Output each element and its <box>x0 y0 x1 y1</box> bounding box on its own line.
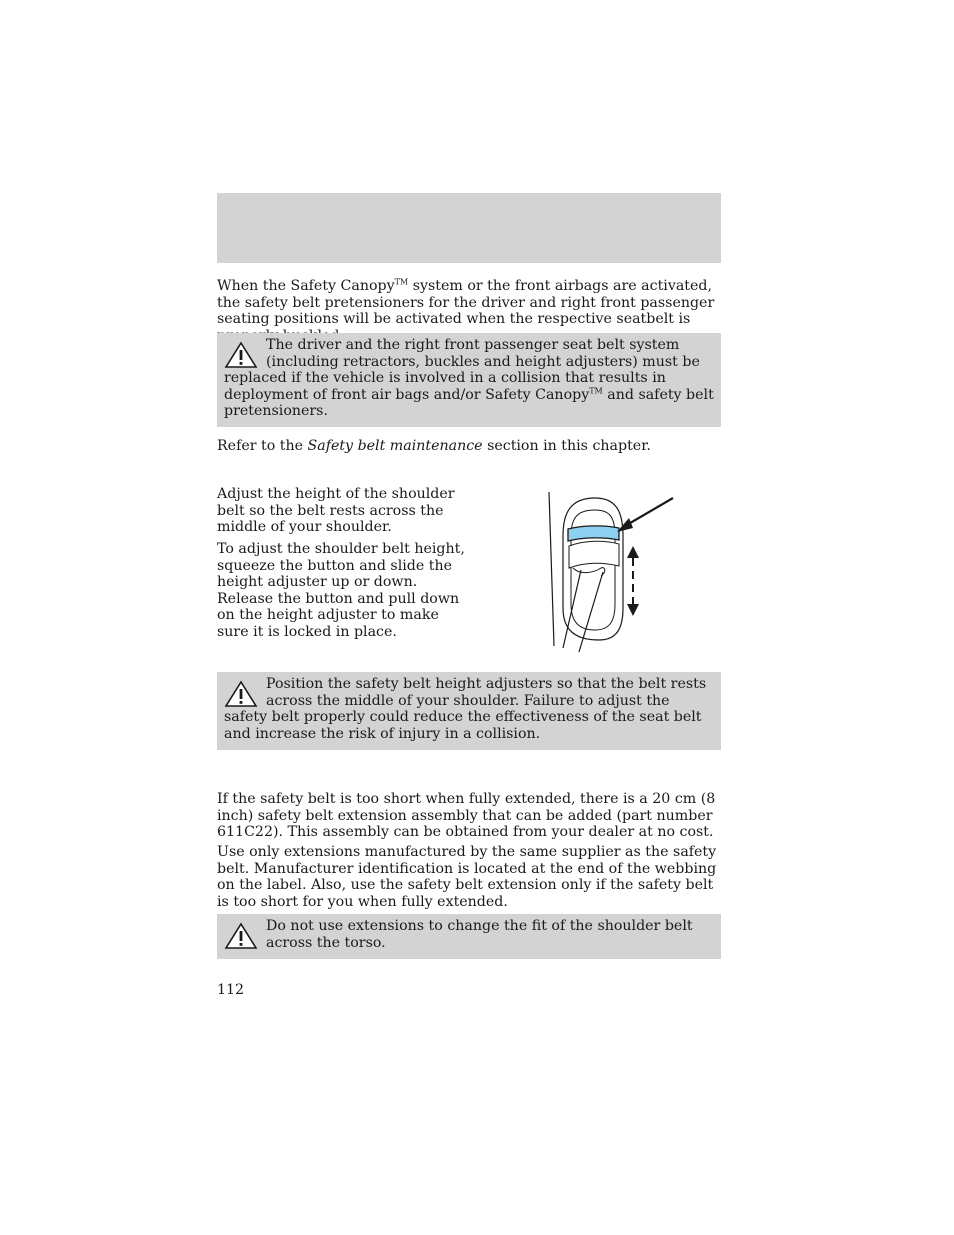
height-adjuster-illustration <box>545 488 680 656</box>
pointer-arrow <box>625 498 673 526</box>
page-number: 112 <box>217 982 245 998</box>
adjust-height-paragraph: Adjust the height of the shoulder belt so the belt rests across the middle of your shoulder. <box>217 486 455 535</box>
warning-triangle-icon <box>224 680 258 708</box>
trademark-mark: TM <box>589 385 603 395</box>
trademark-mark: TM <box>394 277 409 287</box>
warning-triangle-icon <box>224 341 258 369</box>
extension-usage-paragraph: Use only extensions manufactured by the same supplier as the safety belt. Manufacturer identification is located at the end of the webbing on the label. Also, use the safety belt extension only if the safety belt is too short for you when fully extended. <box>217 844 717 910</box>
warning-triangle-icon <box>224 922 258 950</box>
warning-box-replacement <box>217 333 721 427</box>
warning-text-extension: Do not use extensions to change the fit of the shoulder belt across the torso. <box>266 918 693 951</box>
extension-paragraph: If the safety belt is too short when fully extended, there is a 20 cm (8 inch) safety belt extension assembly that can be added (part number 611C22). This assembly can be obtained from your dealer at no cost. <box>217 791 716 840</box>
warning-text-replacement: The driver and the right front passenger seat belt system (including retractors, buckles and height adjusters) must be replaced if the vehicle is involved in a collision that results in deployment of front air bags and/or Safety Canopy™ and safety belt pretensioners. <box>224 337 714 419</box>
warning-text-adjust: Position the safety belt height adjusters so that the belt rests across the middle of your shoulder. Failure to adjust the safety belt properly could reduce the effectiveness of the seat belt and increase the risk of injury in a collision. <box>224 676 707 742</box>
warning-box-extension <box>217 914 721 959</box>
section-reference: Safety belt maintenance <box>307 438 483 454</box>
section-header-bar <box>217 193 721 263</box>
adjust-instructions-paragraph: To adjust the shoulder belt height, squeeze the button and slide the height adjuster up or down. Release the button and pull down on the height adjuster to make sure it is locked in place. <box>217 541 465 640</box>
refer-paragraph: Refer to the Safety belt maintenance section in this chapter. <box>217 438 651 454</box>
intro-paragraph: When the Safety Canopy™ system or the front airbags are activated, the safety belt pretensioners for the driver and right front passenger seating positions will be activated when the respective seatbelt is <box>217 277 715 327</box>
up-down-arrow-icon <box>627 546 639 616</box>
warning-box-adjust <box>217 672 721 750</box>
